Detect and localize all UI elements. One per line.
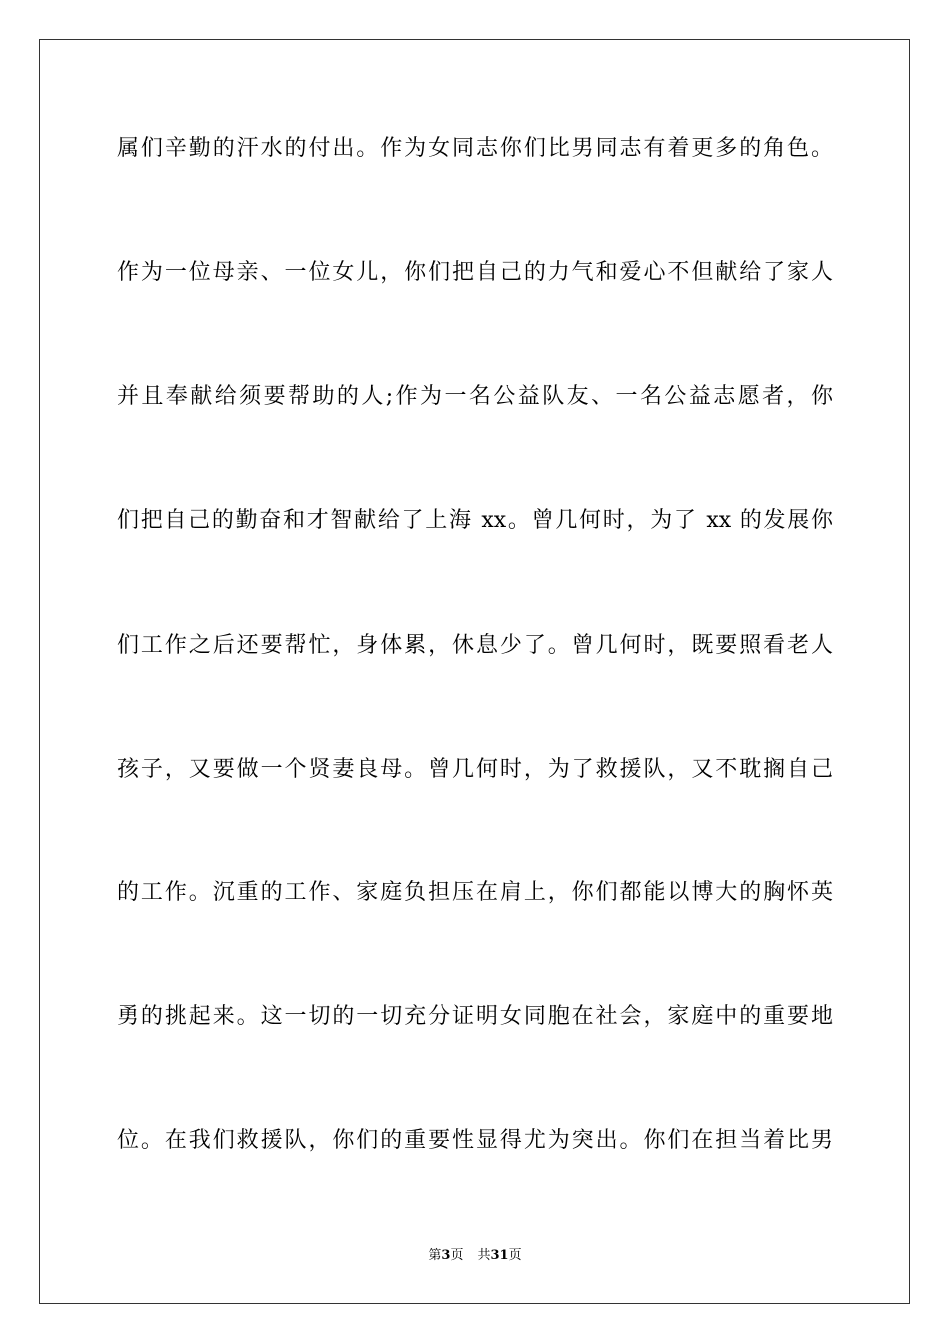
text-line: 们工作之后还要帮忙，身体累，休息少了。曾几何时，既要照看老人 bbox=[117, 633, 833, 658]
page-prefix: 第 bbox=[428, 1248, 442, 1263]
total-prefix: 共 bbox=[477, 1248, 491, 1263]
text-line: 的工作。沉重的工作、家庭负担压在肩上，你们都能以博大的胸怀英 bbox=[117, 880, 833, 905]
total-page-count: 31 bbox=[490, 1248, 509, 1263]
text-line: 位。在我们救援队，你们的重要性显得尤为突出。你们在担当着比男 bbox=[117, 1128, 833, 1153]
page-suffix: 页 bbox=[450, 1248, 464, 1263]
total-suffix: 页 bbox=[508, 1248, 522, 1263]
text-line: 勇的挑起来。这一切的一切充分证明女同胞在社会，家庭中的重要地 bbox=[117, 1004, 833, 1029]
text-line: 属们辛勤的汗水的付出。作为女同志你们比男同志有着更多的角色。 bbox=[117, 136, 833, 161]
text-line: 并且奉献给须要帮助的人;作为一名公益队友、一名公益志愿者，你 bbox=[117, 384, 833, 409]
page-border bbox=[39, 39, 910, 1304]
page-footer bbox=[0, 1246, 950, 1266]
current-page-number: 3 bbox=[441, 1248, 451, 1263]
text-line: 们把自己的勤奋和才智献给了上海 xx。曾几何时，为了 xx 的发展你 bbox=[117, 508, 833, 533]
text-line: 孩子，又要做一个贤妻良母。曾几何时，为了救援队，又不耽搁自己 bbox=[117, 757, 833, 782]
text-line: 作为一位母亲、一位女儿，你们把自己的力气和爱心不但献给了家人 bbox=[117, 260, 833, 285]
